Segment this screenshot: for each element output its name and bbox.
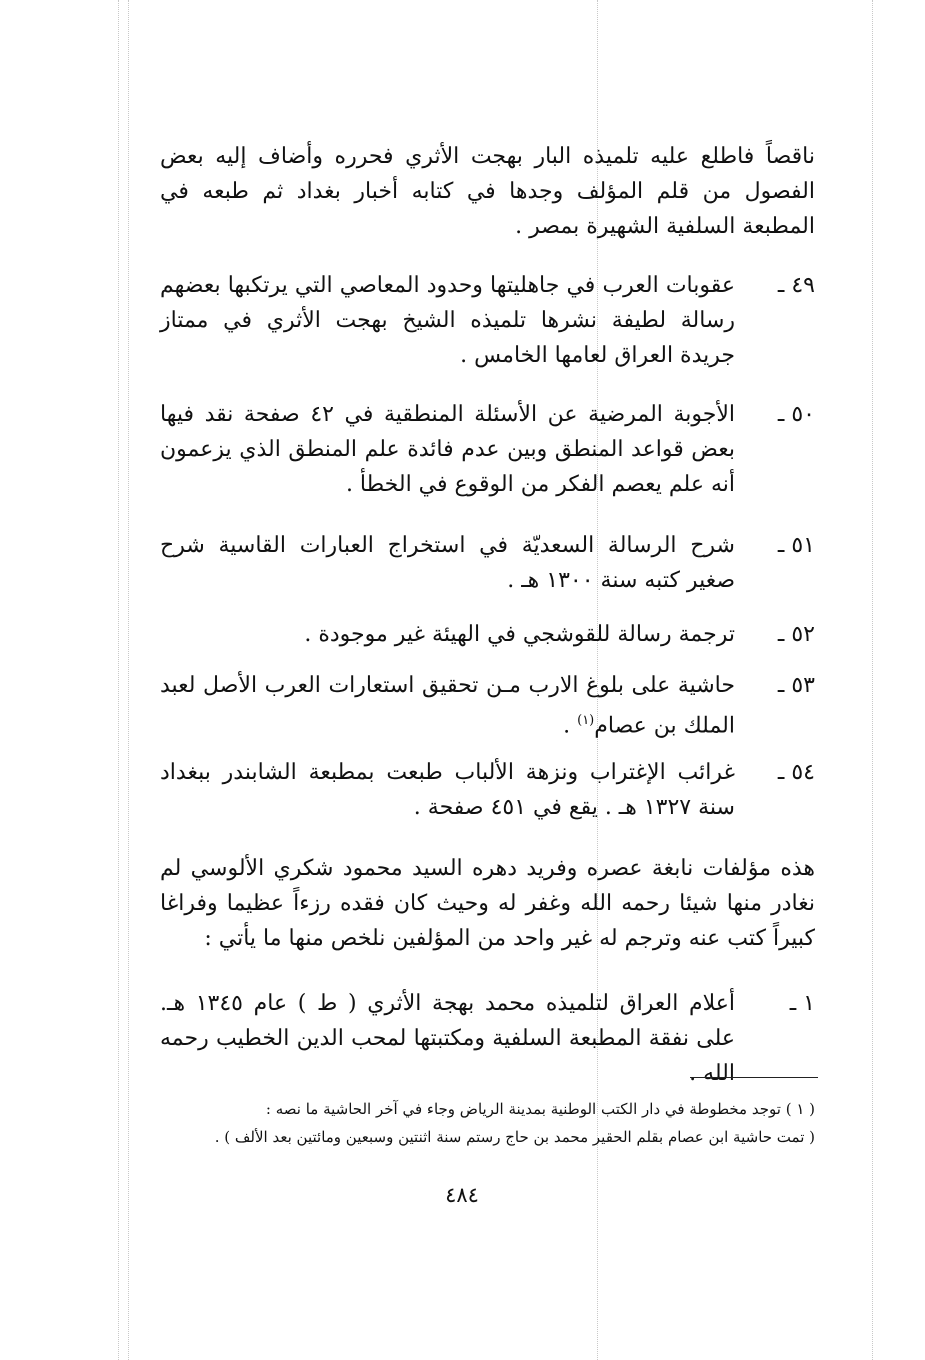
page-number: ٤٨٤ (445, 1183, 479, 1207)
item-text (160, 668, 735, 743)
item-number: ٥٠ ـ (777, 402, 815, 427)
reference-number: ١ ـ (789, 991, 815, 1016)
footnote-separator (690, 1077, 818, 1078)
item-number: ٥١ ـ (777, 533, 815, 558)
item-text: ترجمة رسالة للقوشجي في الهيئة غير موجودة . (304, 622, 735, 647)
item-number: ٤٩ ـ (777, 273, 815, 298)
footnote-line: ( ١ ) توجد مخطوطة في دار الكتب الوطنية بمدينة الرياض وجاء في آخر الحاشية ما نصه : (265, 1100, 815, 1118)
item-text-body: حاشية على بلوغ الارب مـن تحقيق استعارات العرب الأصل لعبد الملك بن عصام (160, 673, 735, 739)
item-text: الأجوبة المرضية عن الأسئلة المنطقية في ٤٢ صفحة نقد فيها بعض قواعد المنطق وبين عدم فائدة علم المنطق الذي يزعمون أنه علم يعصم الفكر من الوقوع في الخطأ . (160, 402, 735, 497)
list-item (160, 668, 815, 743)
list-item (160, 528, 815, 598)
item-text: غرائب الإغتراب ونزهة الألباب طبعت بمطبعة الشابندر ببغداد سنة ١٣٢٧ هـ . يقع في ٤٥١ صفحة . (160, 760, 735, 820)
list-item (160, 397, 815, 502)
item-number: ٥٣ ـ (777, 673, 815, 698)
item-text: عقوبات العرب في جاهليتها وحدود المعاصي التي يرتكبها بعضهم رسالة لطيفة نشرها تلميذه الشيخ بهجت الأثري في ممتاز جريدة العراق لعامها الخامس . (160, 273, 735, 368)
item-text: شرح الرسالة السعديّة في استخراج العبارات القاسية شرح صغير كتبه سنة ١٣٠٠ هـ . (160, 533, 735, 593)
reference-item (160, 986, 815, 1091)
footnote-line: ( تمت حاشية ابن عصام بقلم الحقير محمد بن حاج رستم سنة اثنتين وسبعين ومائتين بعد الألف ) . (214, 1128, 815, 1146)
item-number: ٥٤ ـ (777, 760, 815, 785)
margin-guide-line (128, 0, 129, 1360)
top-paragraph-text: ناقصاً فاطلع عليه تلميذه البار بهجت الأثري فحرره وأضاف إليه بعض الفصول من قلم المؤلف وجدها في كتابه أخبار بغداد ثم طبعه في المطبعة السلفية الشهيرة بمصر . (160, 144, 815, 239)
list-item (160, 755, 815, 825)
margin-guide-line (118, 0, 119, 1360)
top-paragraph (160, 139, 815, 244)
second-paragraph-text: هذه مؤلفات نابغة عصره وفريد دهره السيد محمود شكري الألوسي لم نغادر منها شيئا رحمه الله وغفر له وحيث كان فقده رزءاً عظيما وفراغا كبيراً كتب عنه وترجم له غير واحد من المؤلفين نلخص منها ما يأتي : (160, 856, 815, 951)
footnote-marker: (١) (577, 713, 595, 728)
item-number: ٥٢ ـ (777, 622, 815, 647)
item-text-end: . (563, 713, 578, 739)
margin-guide-line (872, 0, 873, 1360)
list-item (160, 268, 815, 373)
reference-text: أعلام العراق لتلميذه محمد بهجة الأثري ( ط ) عام ١٣٤٥ هـ. على نفقة المطبعة السلفية ومكتبتها لمحب الدين الخطيب رحمه الله . (160, 991, 735, 1086)
list-item (160, 617, 815, 652)
second-paragraph (160, 851, 815, 956)
